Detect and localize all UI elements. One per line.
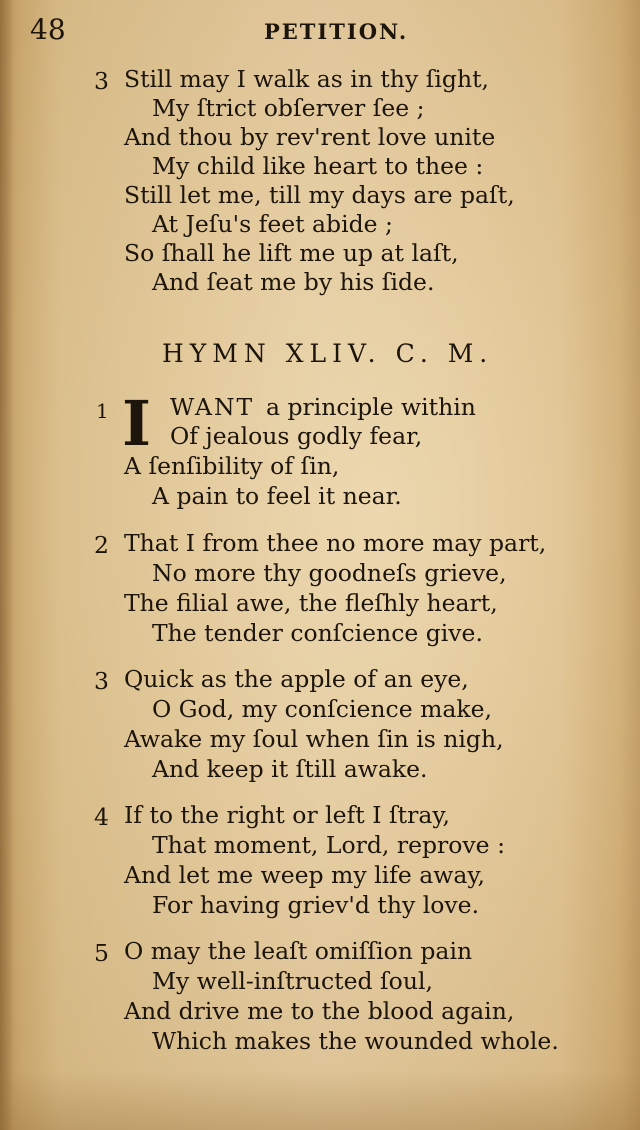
stanza-number: 3	[94, 67, 109, 95]
verse-line: My child like heart to thee :	[152, 152, 484, 180]
verse-line: If to the right or left I ſtray,	[124, 801, 450, 829]
verse-line: For having griev'd thy love.	[152, 891, 480, 919]
stanza-number: 2	[94, 531, 109, 559]
verse-line: And keep it ſtill awake.	[152, 755, 428, 783]
verse-line: And drive me to the blood again,	[124, 997, 515, 1025]
verse-line: a principle within	[266, 393, 476, 421]
hymn-title: HYMN XLIV. C. M.	[162, 339, 494, 368]
verse-line: A pain to feel it near.	[152, 482, 402, 510]
verse-line: So ſhall he lift me up at laſt,	[124, 239, 459, 267]
verse-line: And ſeat me by his ſide.	[152, 268, 435, 296]
drop-cap: I	[122, 387, 152, 460]
verse-line: Of jealous godly fear,	[170, 422, 423, 450]
verse-line: And thou by rev'rent love unite	[124, 123, 496, 151]
verse-line: Which makes the wounded whole.	[152, 1027, 559, 1055]
verse-line: And let me weep my life away,	[124, 861, 485, 889]
verse-line: That I from thee no more may part,	[124, 529, 547, 557]
verse-line: O God, my conſcience make,	[152, 695, 492, 723]
page-number: 48	[30, 13, 66, 46]
verse-line: O may the leaſt omiſſion pain	[124, 937, 473, 965]
verse-line: Still may I walk as in thy ſight,	[124, 65, 489, 93]
verse-line: Still let me, till my days are paſt,	[124, 181, 515, 209]
verse-line: My well-inſtructed ſoul,	[152, 967, 433, 995]
stanza-number: 5	[94, 939, 109, 967]
stanza-number: 3	[94, 667, 109, 695]
verse-line: No more thy goodneſs grieve,	[152, 559, 507, 587]
verse-line: The filial awe, the fleſhly heart,	[124, 589, 498, 617]
verse-line: My ſtrict obſerver ſee ;	[152, 94, 425, 122]
verse-line: At Jeſu's feet abide ;	[152, 210, 393, 238]
first-word: WANT	[170, 393, 255, 421]
stanza-number: 4	[94, 803, 109, 831]
stanza-number: 1	[96, 399, 109, 423]
verse-line: That moment, Lord, reprove :	[152, 831, 505, 859]
verse-line: The tender conſcience give.	[152, 619, 483, 647]
verse-line: Awake my ſoul when ſin is nigh,	[124, 725, 504, 753]
running-head: PETITION.	[264, 19, 409, 44]
verse-line: A ſenſibility of ſin,	[124, 452, 340, 480]
verse-line: Quick as the apple of an eye,	[124, 665, 469, 693]
